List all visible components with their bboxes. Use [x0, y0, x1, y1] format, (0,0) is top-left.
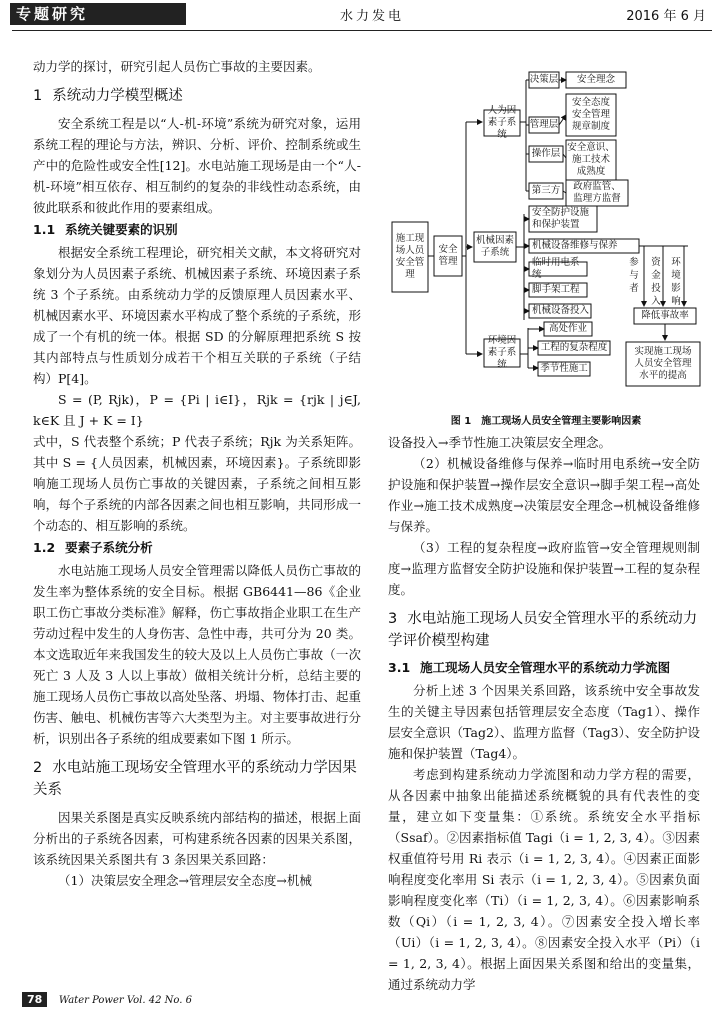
machine-item-node: 安全防护设施 和保护装置 [532, 207, 590, 230]
section-heading-3: 3 水电站施工现场人员安全管理水平的系统动力学评价模型构建 [388, 611, 698, 649]
page-footer [22, 992, 192, 1012]
figure-caption: 图 1 施工现场人员安全管理主要影响因素 [450, 416, 642, 427]
issue-date: 2016 年 6 月 [626, 9, 706, 24]
paragraph: 因果关系图是真实反映系统内部结构的描述，根据上面分析出的子系统各因素，可构建系统各因素的因果关系图，该系统因果关系图共有 3 条因果关系回路： [33, 810, 361, 867]
environment-item-node: 高处作业 [548, 323, 587, 334]
footer-journal: Water Power Vol. 42 No. 6 [58, 995, 192, 1006]
safety-management-node: 安全管理 [438, 244, 458, 267]
figure-1-diagram [388, 66, 704, 427]
paragraph: 设备投入→季节性施工决策层安全理念。 [388, 435, 611, 450]
machine-item-node: 临时用电系统 [532, 257, 580, 280]
vertical-label: 参与者 [629, 257, 639, 294]
human-subsystem-node: 人为因素子系统 [487, 105, 517, 140]
human-level-node: 决策层 [529, 74, 559, 85]
page-number: 78 [22, 992, 47, 1007]
journal-title: 水力发电 [340, 9, 405, 24]
section-heading-1: 1 系统动力学模型概述 [33, 88, 183, 104]
equation: S = (P, Rjk)，P = {Pi | i∈I}，Rjk = {rjk | j∈J, k∈K 且 J + K = I} [33, 392, 361, 428]
paragraph: （2）机械设备维修与保养→临时用电系统→安全防护设施和保护装置→操作层安全意识→脚手架工程→高处作业→施工技术成熟度→决策层安全理念→机械设备维修与保养。 [388, 456, 700, 534]
section-badge: 专题研究 [10, 3, 186, 25]
machine-item-node: 机械设备投入 [532, 305, 590, 316]
outcome-node: 实现施工现场 人员安全管理 水平的提高 [634, 346, 692, 381]
environment-item-node: 季节性施工 [540, 363, 588, 374]
left-column [33, 56, 361, 891]
paragraph: （1）决策层安全理念→管理层安全态度→机械 [58, 873, 312, 888]
reduce-accident-node: 降低事故率 [641, 310, 689, 321]
subsection-heading-1-2: 1.2 要素子系统分析 [33, 540, 153, 555]
header-rule [12, 30, 712, 31]
human-level-node: 第三方 [531, 185, 561, 196]
paragraph: 根据安全系统工程理论，研究相关文献，本文将研究对象划分为人员因素子系统、机械因素子系统、环境因素子系统 3 个子系统。由系统动力学的反馈原理人员因素水平、机械因素水平、环境因素水平构成了整个系统的子系统，形成了一个有机的统一体。根据 SD 的分解原理把系统 S 按其内部特点与性质划分成若干个相互关联的子系统（子结构）P[4]。 [33, 245, 361, 386]
subsection-heading-1-1: 1.1 系统关键要素的识别 [33, 222, 178, 237]
subsection-heading-3-1: 3.1 施工现场人员安全管理水平的系统动力学流图 [388, 660, 671, 675]
paragraph: 分析上述 3 个因果关系回路，该系统中安全事故发生的关键主导因素包括管理层安全态度（Tag1）、操作层安全意识（Tag2）、监理方监督（Tag3）、安全防护设施和保护装置（Tag4）。 [388, 683, 700, 761]
environment-item-node: 工程的复杂程度 [540, 342, 608, 353]
machine-subsystem-node: 机械因素子系统 [475, 235, 514, 258]
paragraph: 安全系统工程是以“人-机-环境”系统为研究对象，运用系统工程的理论与方法，辨识、分析、评价、控制系统或生产中的危险性或安全性[12]。水电站施工现场是由一个“人-机-环境”相互依存、相互制约的复杂的非线性动态系统，由彼此联系和彼此作用的要素组成。 [33, 116, 361, 215]
paragraph: （3）工程的复杂程度→政府监管→安全管理规则制度→监理方监督安全防护设施和保护装置→工程的复杂程度。 [388, 540, 700, 597]
paragraph: 式中，S 代表整个系统；P 代表子系统；Rjk 为关系矩阵。其中 S = {人员因素，机械因素，环境因素}。子系统即影响施工现场人员伤亡事故的关键因素，子系统之间相互影响，每个子系统的内部各因素之间也相互影响，共同形成一个动态的、相互影响的系统。 [33, 434, 361, 533]
paragraph: 考虑到构建系统动力学流图和动力学方程的需要，从各因素中抽象出能描述系统概貌的具有代表性的变量，建立如下变量集：①系统。系统安全水平指标（Ssaf）。②因素指标值 Tagi（i = 1, 2, 3, 4）。③因素权重值符号用 Ri 表示（i = 1, 2, 3, 4）。④因素正面影响程度变化率用 Si 表示（i = 1, 2, 3, 4）。⑤因素负面影响程度变化率（Ti）（i = 1, 2, 3, 4）。⑥因素影响系数（Qi）（i = 1, 2, 3, 4）。⑦因素安全投入增长率（Ui）（i = 1, 2, 3, 4）。⑧因素安全投入水平（Pi）（i = 1, 2, 3, 4）。根据上面因果关系图和给出的变量集，通过系统动力学 [388, 767, 700, 992]
human-item-node: 安全意识、 施工技术 成熟度 [567, 142, 615, 177]
root-node: 施工现场人员安全管理 [395, 233, 425, 280]
section-heading-2: 2 水电站施工现场安全管理水平的系统动力学因果关系 [33, 760, 357, 798]
right-column [388, 432, 700, 995]
human-item-node: 安全态度 安全管理 规章制度 [571, 97, 610, 132]
vertical-label: 环境影响 [671, 257, 681, 307]
human-level-node: 操作层 [531, 148, 561, 159]
machine-item-node: 机械设备维修与保养 [532, 240, 618, 251]
human-item-node: 政府监管、 监理方监督 [573, 181, 621, 204]
paragraph: 水电站施工现场人员安全管理需以降低人员伤亡事故的发生率为整体系统的安全目标。根据 GB6441—86《企业职工伤亡事故分类标准》解释，伤亡事故指企业职工在生产劳动过程中发生的人身伤害、急性中毒，共可分为 20 类。本文选取近年来我国发生的较大及以上人员伤亡事故（一次死亡 3 人及 3 人以上事故）做相关统计分析，总结主要的施工现场人员伤亡事故以高处坠落、坍塌、物体打击、起重伤害、触电、机械伤害等六大类型为主。对主要事故进行分析，识别出各子系统的组成要素如下图 1 所示。 [33, 563, 361, 746]
human-item-node: 安全理念 [576, 74, 615, 85]
human-level-node: 管理层 [529, 119, 559, 130]
paragraph: 动力学的探讨，研究引起人员伤亡事故的主要因素。 [33, 59, 321, 74]
page-header [0, 0, 728, 36]
vertical-label: 资金投入 [651, 257, 661, 307]
machine-item-node: 脚手架工程 [532, 284, 580, 295]
environment-subsystem-node: 环境因素子系统 [487, 335, 517, 370]
